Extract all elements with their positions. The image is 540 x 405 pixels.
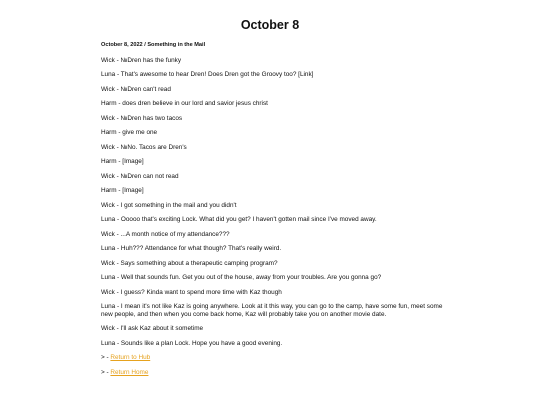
chat-line: Wick - Says something about a therapeutic camping program? (101, 259, 278, 267)
nav-return-hub (101, 354, 446, 362)
chat-line: Harm - [Image] (101, 158, 144, 166)
chat-log (101, 57, 446, 383)
chat-line: Luna - I mean it's not like Kaz is going anywhere. Look at it this way, you can go to the camp, have some fun, meet some new people, and then when you come back home, Kaz will probably take you on another movie date. (101, 303, 443, 318)
chat-line: Wick - I guess? Kinda want to spend more time with Kaz though (101, 288, 282, 296)
chat-line: Luna - Ooooo that's exciting Lock. What did you get? I haven't gotten mail since I've moved away. (101, 216, 377, 224)
chat-line: Harm - [Image] (101, 187, 144, 195)
chat-line: Luna - Sounds like a plan Lock. Hope you have a good evening. (101, 339, 283, 347)
chat-line: Harm - give me one (101, 129, 158, 137)
nav-return-home (101, 369, 446, 377)
chat-line: Wick - №Dren has the funky (101, 57, 182, 64)
chat-line: Luna - That's awesome to hear Dren! Does Dren got the Groovy too? [Link] (101, 71, 314, 79)
return-to-hub-link[interactable]: Return to Hub (110, 354, 151, 362)
chat-line: Luna - Well that sounds fun. Get you out of the house, away from your troubles. Are you gonna go? (101, 274, 382, 282)
nav-prefix: > - (101, 368, 111, 376)
chat-line: Wick - I got something in the mail and you didn't (101, 201, 237, 209)
chat-line: Wick - №Dren has two tacos (101, 114, 183, 122)
chat-line: Wick - №Dren can't read (101, 85, 171, 93)
chat-line: Luna - Huh??? Attendance for what though? That's really weird. (101, 245, 282, 253)
page-subtitle: October 8, 2022 / Something in the Mail (101, 42, 206, 48)
chat-line: Wick - №No. Tacos are Dren's (101, 143, 187, 151)
return-home-link[interactable]: Return Home (110, 368, 149, 376)
page-title: October 8 (240, 18, 300, 32)
chat-line: Harm - does dren believe in our lord and savior jesus christ (101, 100, 268, 108)
chat-line: Wick - I'll ask Kaz about it sometime (101, 325, 204, 333)
chat-line: Wick - ...A month notice of my attendance??? (101, 230, 230, 238)
nav-prefix: > - (101, 354, 111, 362)
chat-line: Wick - №Dren can not read (101, 172, 179, 180)
